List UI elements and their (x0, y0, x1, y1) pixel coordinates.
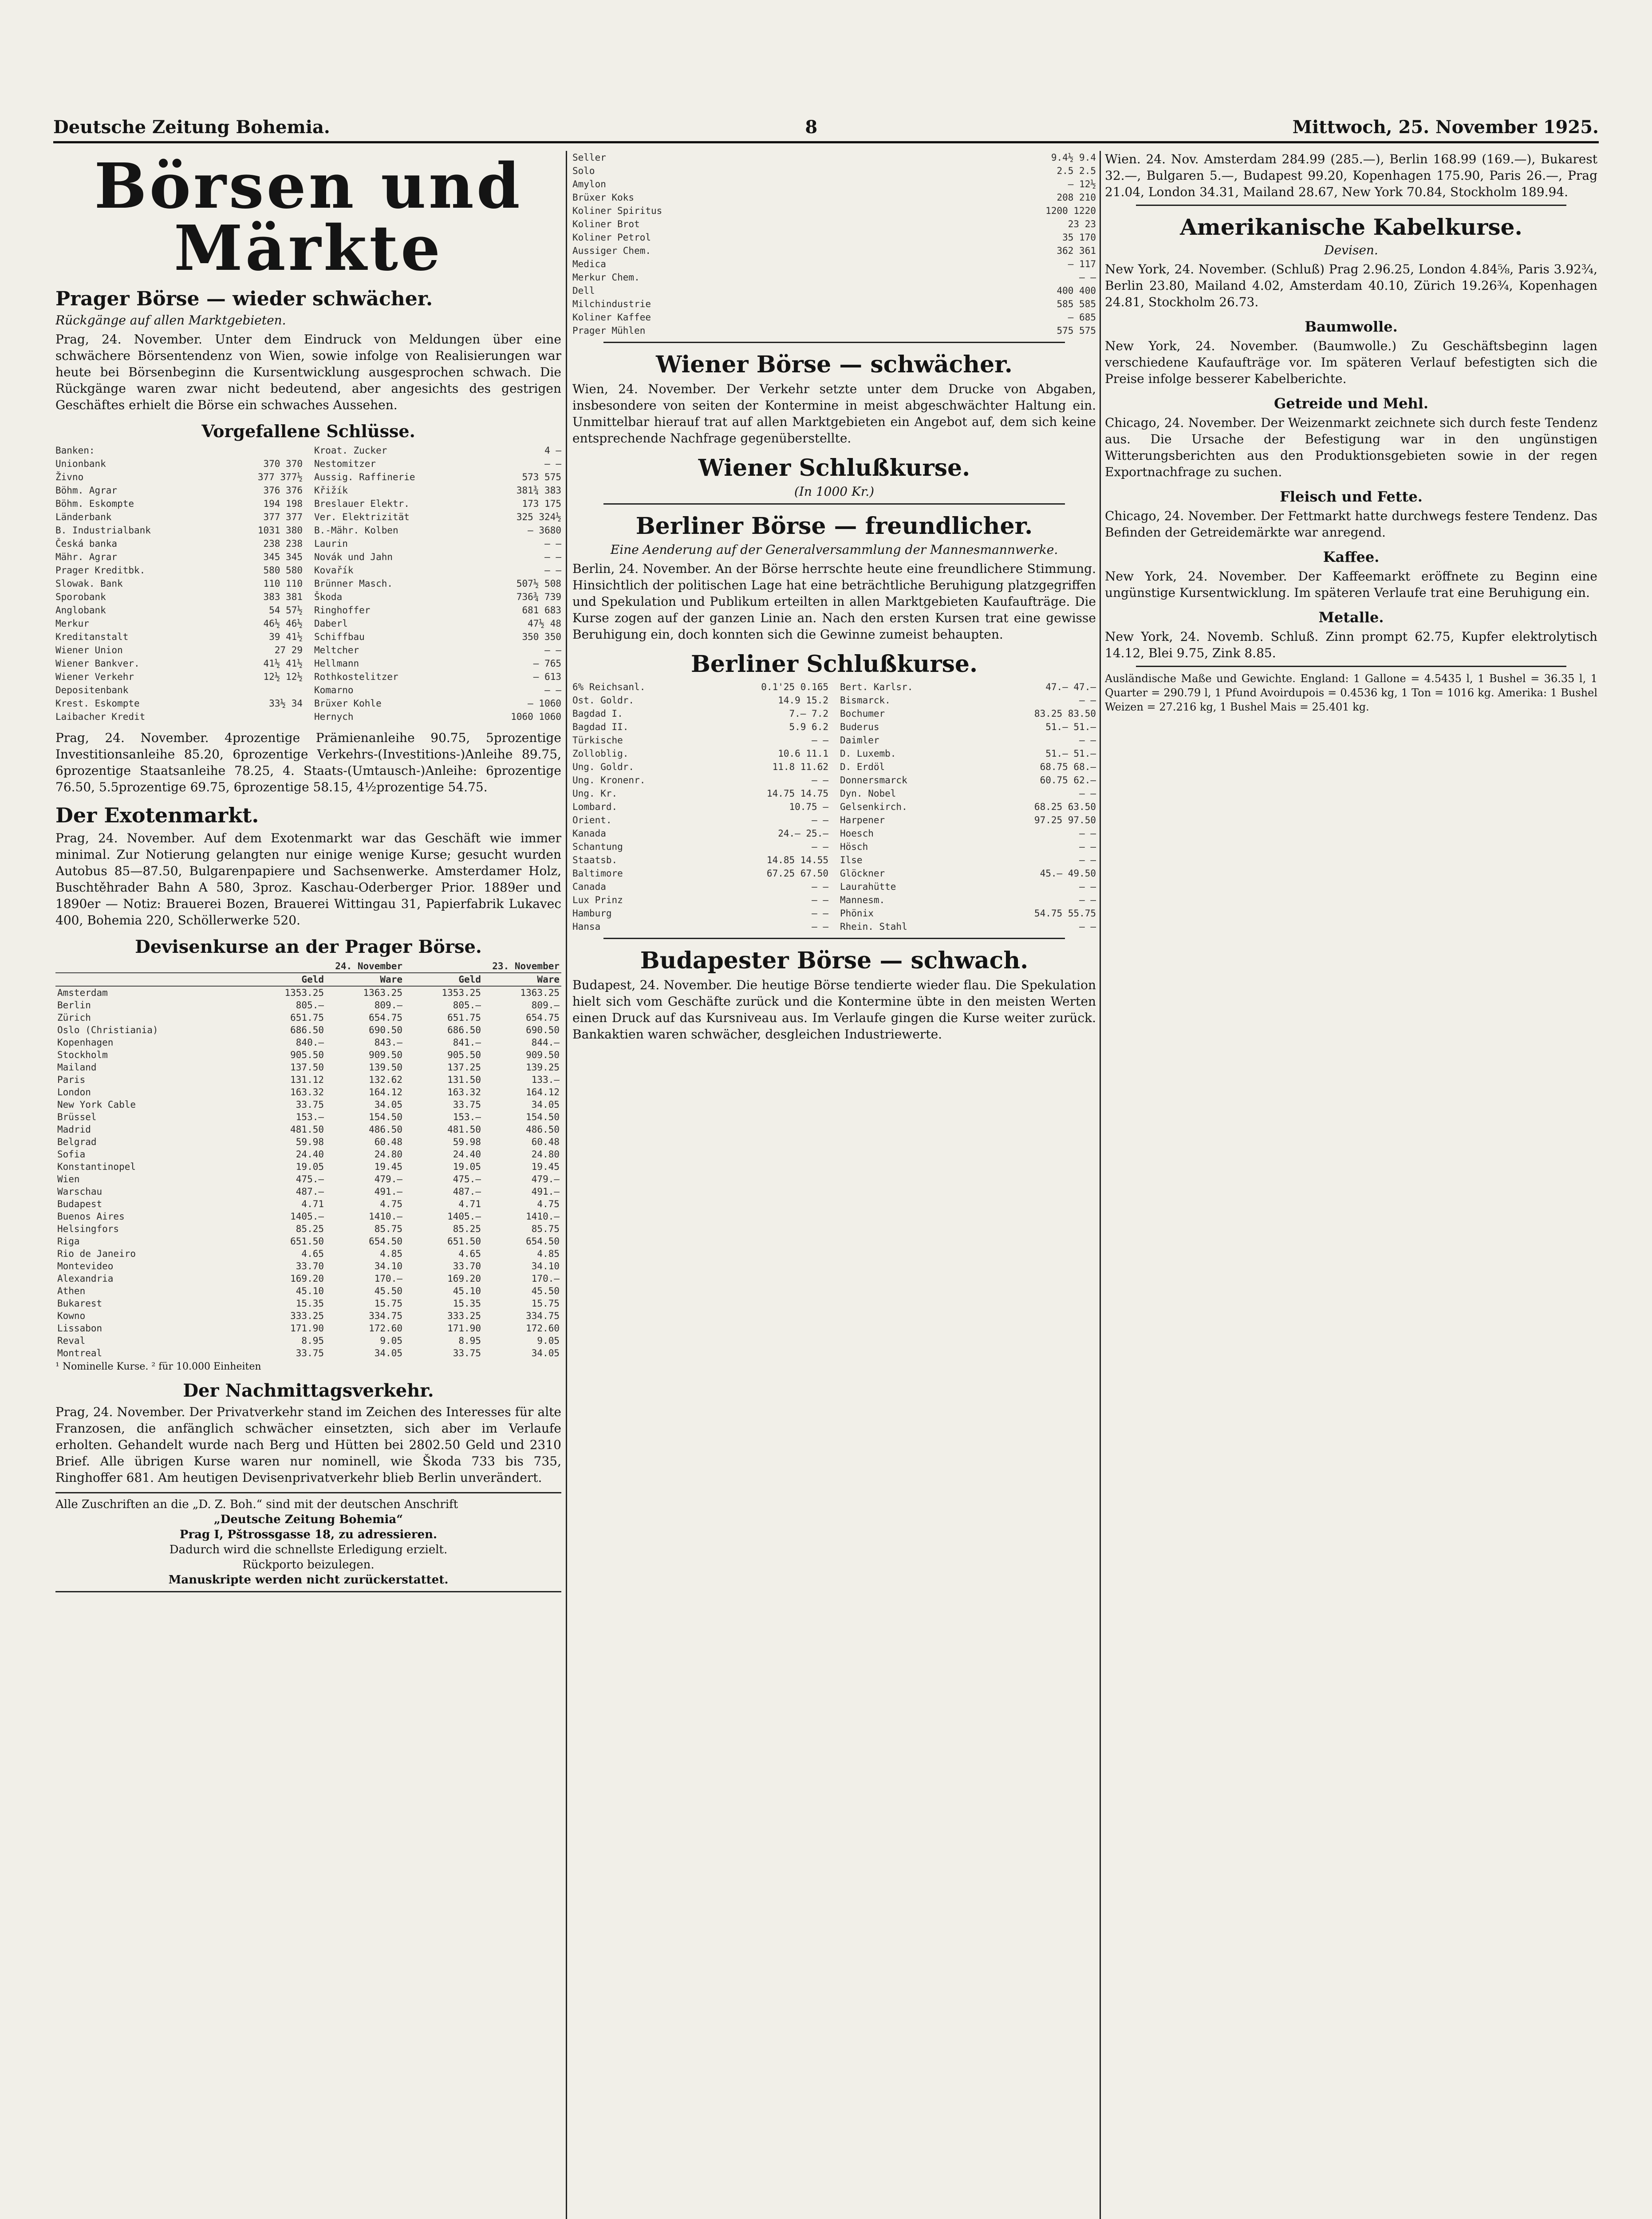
schluss-row: Ringhoffer 681 683 (314, 605, 561, 616)
schluss-row: B.-Mähr. Kolben — 3680 (314, 525, 561, 536)
berlin-row: Zolloblig. 10.6 11.1 (572, 748, 828, 759)
amerika-text: New York, 24. November. (Schluß) Prag 2.96.25, London 4.84⅝, Paris 3.92¾, Berlin 23.80, Mailand 4.02, Amsterdam 40.10, Zürich 19.26¾, Kopenhagen 24.81, Stockholm 26.73. (1105, 262, 1597, 309)
devisen-row: Helsingfors 85.25 85.75 85.25 85.75 (57, 1224, 560, 1234)
berlin-row: Hösch — — (840, 841, 1096, 852)
devisen-col (55, 973, 247, 986)
berlin-row: Laurahütte — — (840, 881, 1096, 892)
schluss-row: Prager Kreditbk. 580 580 (55, 565, 303, 576)
devisen-row: Brüssel 153.— 154.50 153.— 154.50 (57, 1112, 560, 1122)
berliner-schluss-table (572, 680, 1096, 933)
schluss-row: Amylon — 12½ (572, 179, 1096, 190)
berlin-row: Bochumer 83.25 83.50 (840, 708, 1096, 719)
devisen-table (55, 960, 561, 1359)
schluss-row: Brüxer Koks 208 210 (572, 192, 1096, 203)
fleisch-text: Chicago, 24. November. Der Fettmarkt hatte durchwegs festere Tendenz. Das Befinden der Getreidemärkte war anregend. (1105, 509, 1597, 540)
berliner-schluss-right (840, 680, 1096, 933)
divider (1136, 205, 1566, 206)
devisen-row: Berlin 805.— 809.— 805.— 809.— (57, 1000, 560, 1011)
berlin-row: Ung. Kr. 14.75 14.75 (572, 788, 828, 799)
berlin-row: Mannesm. — — (840, 895, 1096, 905)
berlin-row: Ost. Goldr. 14.9 15.2 (572, 695, 828, 706)
berlin-row: Baltimore 67.25 67.50 (572, 868, 828, 879)
masse-text: Ausländische Maße und Gewichte. England: 1 Gallone = 4.5435 l, 1 Bushel = 36.35 l, 1 Quarter = 290.79 l, 1 Pfund Avoirdupois = 0.4536 kg, 1 Ton = 1016 kg. Amerika: 1 Bushel Weizen = 27.216 kg, 1 Bushel Mais = 25.401 kg. (1105, 672, 1597, 713)
schluss-row: Brüxer Kohle — 1060 (314, 698, 561, 709)
berlin-subline: Eine Aenderung auf der Generalversammlung der Mannesmannwerke. (610, 542, 1058, 557)
schluss-row: Rothkostelitzer — 613 (314, 671, 561, 682)
schluss-row: Breslauer Elektr. 173 175 (314, 498, 561, 509)
schluss-row: Křižík 381¾ 383 (314, 485, 561, 496)
devisen-row: Amsterdam 1353.25 1363.25 1353.25 1363.25 (57, 987, 560, 998)
schluss-row: Komarno — — (314, 685, 561, 695)
paper-name: Deutsche Zeitung Bohemia. (53, 117, 330, 138)
schluss-row: Wiener Verkehr 12½ 12½ (55, 671, 303, 682)
berlin-row: Ung. Goldr. 11.8 11.62 (572, 762, 828, 772)
berlin-row: 6% Reichsanl. 0.1'25 0.165 (572, 682, 828, 692)
schluss-row: Krest. Eskompte 33½ 34 (55, 698, 303, 709)
divider (603, 342, 1065, 343)
schluss-row: Anglobank 54 57½ (55, 605, 303, 616)
schluss-row: Koliner Kaffee — 685 (572, 312, 1096, 323)
berlin-row: Bert. Karlsr. 47.— 47.— (840, 682, 1096, 692)
devisen-date-2: 23. November (404, 960, 561, 973)
berlin-row: Canada — — (572, 881, 828, 892)
notice-line: Dadurch wird die schnellste Erledigung erzielt. (169, 1543, 448, 1556)
schluss-row: Banken: (55, 445, 95, 456)
notice-line: Manuskripte werden nicht zurückerstattet. (168, 1573, 449, 1587)
devisen-date-row (55, 960, 561, 973)
devisen-row: Stockholm 905.50 909.50 905.50 909.50 (57, 1050, 560, 1060)
devisen-row: Budapest 4.71 4.75 4.71 4.75 (57, 1199, 560, 1209)
devisen-headline: Devisenkurse an der Prager Börse. (135, 936, 482, 957)
prague-headline: Prager Börse — wieder schwächer. (55, 288, 433, 310)
fleisch-headline: Fleisch und Fette. (1280, 488, 1423, 505)
notice-box (55, 1492, 561, 1592)
berlin-row: Bismarck. — — (840, 695, 1096, 706)
budapest-text: Budapest, 24. November. Die heutige Börse tendierte wieder flau. Die Spekulation hielt sich vom Geschäfte zurück und die Kontermine übte in den meisten Werten einen Druck auf das Kursniveau aus. Im Verlaufe gingen die Kurse weiter zurück. Bankaktien waren schwächer, desgleichen Industriewerte. (572, 978, 1096, 1042)
devisen-row: Madrid 481.50 486.50 481.50 486.50 (57, 1124, 560, 1135)
schluss-row: Koliner Petrol 35 170 (572, 232, 1096, 243)
schluss-row: Hellmann — 765 (314, 658, 561, 669)
berliner-schluss-headline: Berliner Schlußkurse. (690, 651, 978, 678)
berlin-row: Lux Prinz — — (572, 895, 828, 905)
schluss-row: Daberl 47½ 48 (314, 618, 561, 629)
devisen-row: Sofia 24.40 24.80 24.40 24.80 (57, 1149, 560, 1160)
devisen-row: Kopenhagen 840.— 843.— 841.— 844.— (57, 1037, 560, 1048)
berlin-row: Buderus 51.— 51.— (840, 722, 1096, 732)
devisen-row: Buenos Aires 1405.— 1410.— 1405.— 1410.— (57, 1211, 560, 1222)
schluss-row: Hernych 1060 1060 (314, 711, 561, 722)
devisen-header-row (55, 973, 561, 986)
devisen-row: Zürich 651.75 654.75 651.75 654.75 (57, 1012, 560, 1023)
berlin-row: Daimler — — (840, 735, 1096, 746)
issue-date: Mittwoch, 25. November 1925. (1292, 117, 1599, 138)
divider (1136, 666, 1566, 667)
schluss-row: Schiffbau 350 350 (314, 632, 561, 642)
berlin-row: Dyn. Nobel — — (840, 788, 1096, 799)
masthead (53, 107, 1599, 138)
devisen-row: London 163.32 164.12 163.32 164.12 (57, 1087, 560, 1098)
berlin-row: Glöckner 45.— 49.50 (840, 868, 1096, 879)
metalle-text: New York, 24. Novemb. Schluß. Zinn prompt 62.75, Kupfer elektrolytisch 14.12, Blei 9.75, Zink 8.85. (1105, 629, 1597, 660)
kaffee-text: New York, 24. November. Der Kaffeemarkt eröffnete zu Beginn eine ungünstige Kursentwicklung. Im späteren Verlaufe trat eine Beruhigung ein. (1105, 569, 1597, 600)
notice-line: Prag I, Pštrossgasse 18, zu adressieren. (179, 1528, 438, 1541)
schluss-row: Ver. Elektrizität 325 324½ (314, 512, 561, 522)
berlin-headline: Berliner Börse — freundlicher. (635, 513, 1033, 540)
kaffee-headline: Kaffee. (1323, 549, 1380, 565)
divider (603, 938, 1065, 939)
berliner-schluss-left (572, 680, 828, 933)
devisen-col: Ware (326, 973, 404, 986)
devisen-row: Rio de Janeiro 4.65 4.85 4.65 4.85 (57, 1248, 560, 1259)
schluss-row: Škoda 736¾ 739 (314, 592, 561, 602)
wien-schluss-unit: (In 1000 Kr.) (794, 484, 875, 499)
schluss-row: Länderbank 377 377 (55, 512, 303, 522)
schluss-row: Prager Mühlen 575 575 (572, 325, 1096, 336)
schluss-row: Aussiger Chem. 362 361 (572, 245, 1096, 256)
amerika-headline: Amerikanische Kabelkurse. (1180, 214, 1522, 240)
berlin-row: Bagdad II. 5.9 6.2 (572, 722, 828, 732)
schluss-row: Aussig. Raffinerie 573 575 (314, 472, 561, 482)
metalle-headline: Metalle. (1318, 609, 1384, 626)
schluss-row: Česká banka 238 238 (55, 538, 303, 549)
prague-intro: Prag, 24. November. Unter dem Eindruck von Meldungen über eine schwächere Börsentendenz von Wien, sowie infolge von Realisierungen war heute bei Börsenbeginn die Kursentwicklung ausgesprochen schwach. Die Rückgänge waren zwar nicht bedeutend, aber angesichts des gestrigen Geschäftes erhielt die Börse ein schwaches Aussehen. (55, 332, 561, 412)
column-divider (566, 151, 567, 2219)
nachmittag-text: Prag, 24. November. Der Privatverkehr stand im Zeichen des Interesses für alte Franzosen, die anfänglich schwächer einsetzten, sich aber im Verlaufe erholten. Gehandelt wurde nach Berg und Hütten bei 2802.50 Geld und 2310 Brief. Alle übrigen Kurse waren nur nominell, wie Škoda 733 bis 735, Ringhoffer 681. Am heutigen Devisenprivatverkehr blieb Berlin unverändert. (55, 1405, 561, 1485)
nachmittag-headline: Der Nachmittagsverkehr. (183, 1380, 434, 1401)
berlin-row: Ilse — — (840, 855, 1096, 865)
schluss-row: Kreditanstalt 39 41½ (55, 632, 303, 642)
wien-devisen-text: Wien. 24. Nov. Amsterdam 284.99 (285.—), Berlin 168.99 (169.—), Bukarest 32.—, Bulgaren 5.—, Budapest 99.20, Kopenhagen 175.90, Paris 26.—, Prag 21.04, London 34.31, Mailand 28.67, New York 70.84, Stockholm 189.94. (1105, 152, 1597, 199)
berlin-row: Schantung — — (572, 841, 828, 852)
berlin-row: Bagdad I. 7.— 7.2 (572, 708, 828, 719)
devisen-row: Belgrad 59.98 60.48 59.98 60.48 (57, 1137, 560, 1147)
schluesse-right (314, 444, 561, 723)
schluss-row: Merkur Chem. — — (572, 272, 1096, 283)
budapest-headline: Budapester Börse — schwach. (640, 947, 1029, 974)
berlin-row: Hoesch — — (840, 828, 1096, 839)
schluss-row: Novák und Jahn — — (314, 552, 561, 562)
getreide-headline: Getreide und Mehl. (1273, 395, 1429, 412)
getreide-text: Chicago, 24. November. Der Weizenmarkt zeichnete sich durch feste Tendenz aus. Die Ursache der Befestigung war in den ungünstigen Witterungsberichten aus den Produktionsgebieten sowie in der regen Exportnachfrage zu suchen. (1105, 415, 1597, 479)
schluss-row: Wiener Bankver. 41½ 41½ (55, 658, 303, 669)
schluesse-title: Vorgefallene Schlüsse. (201, 421, 415, 441)
exoten-headline: Der Exotenmarkt. (55, 803, 259, 827)
devisen-row: Konstantinopel 19.05 19.45 19.05 19.45 (57, 1161, 560, 1172)
berlin-row: Orient. — — (572, 815, 828, 825)
schluss-row: Koliner Brot 23 23 (572, 219, 1096, 229)
berlin-row: Türkische — — (572, 735, 828, 746)
devisen-date-1: 24. November (247, 960, 404, 973)
baumwolle-headline: Baumwolle. (1305, 318, 1398, 335)
devisen-footnote: ¹ Nominelle Kurse. ² für 10.000 Einheiten (55, 1361, 261, 1372)
devisen-row: Mailand 137.50 139.50 137.25 139.25 (57, 1062, 560, 1073)
schluesse-left (55, 444, 303, 723)
divider (603, 503, 1065, 505)
berlin-row: Hamburg — — (572, 908, 828, 919)
schluss-row: Kovařík — — (314, 565, 561, 576)
column-left (55, 151, 561, 2219)
schluss-row: Koliner Spiritus 1200 1220 (572, 205, 1096, 216)
devisen-row: New York Cable 33.75 34.05 33.75 34.05 (57, 1099, 560, 1110)
devisen-row: Alexandria 169.20 170.— 169.20 170.— (57, 1273, 560, 1284)
devisen-row: Athen 45.10 45.50 45.10 45.50 (57, 1286, 560, 1296)
devisen-col: Geld (404, 973, 483, 986)
berlin-text: Berlin, 24. November. An der Börse herrschte heute eine freundlichere Stimmung. Hinsichtlich der politischen Lage hat eine beträchtliche Beruhigung platzgegriffen und Spekulation und Publikum erteilten in allen Marktgebieten Kaufaufträge. Die Kurse zogen auf der ganzen Linie an. Nach den ersten Kursen trat eine gewisse Beruhigung ein, doch konnten sich die Gewinne zumeist behaupten. (572, 561, 1096, 642)
devisen-row: Warschau 487.— 491.— 487.— 491.— (57, 1186, 560, 1197)
prague-subline: Rückgänge auf allen Marktgebieten. (55, 313, 286, 328)
schluss-row: Meltcher — — (314, 645, 561, 655)
schluss-row: Milchindustrie 585 585 (572, 299, 1096, 309)
page-number: 8 (805, 117, 818, 138)
schluss-row: Mähr. Agrar 345 345 (55, 552, 303, 562)
wien-text: Wien, 24. November. Der Verkehr setzte unter dem Drucke von Abgaben, insbesondere von seiten der Kontermine in meist abgeschwächter Haltung ein. Unmittelbar hierauf trat auf allen Marktgebieten ein Angebot auf, dem sich keine entsprechende Nachfrage gegenüberstellte. (572, 382, 1096, 446)
berlin-row: Staatsb. 14.85 14.55 (572, 855, 828, 865)
berlin-row: Ung. Kronenr. — — (572, 775, 828, 786)
devisen-col: Ware (483, 973, 561, 986)
schluss-row: Sporobank 383 381 (55, 592, 303, 602)
schluss-row: Depositenbank (55, 685, 129, 695)
schluss-row: Brünner Masch. 507½ 508 (314, 578, 561, 589)
devisen-row: Paris 131.12 132.62 131.50 133.— (57, 1074, 560, 1085)
schluss-row: Nestomitzer — — (314, 458, 561, 469)
devisen-col: Geld (247, 973, 326, 986)
berlin-row: Kanada 24.— 25.— (572, 828, 828, 839)
baumwolle-text: New York, 24. November. (Baumwolle.) Zu Geschäftsbeginn lagen verschiedene Kaufaufträge vor. Im späteren Verlauf befestigten sich die Preise infolge besserer Kabelberichte. (1105, 339, 1597, 386)
notice-line: Alle Zuschriften an die „D. Z. Boh.“ sind mit der deutschen Anschrift (55, 1498, 458, 1511)
berlin-row: Gelsenkirch. 68.25 63.50 (840, 802, 1096, 812)
wien-headline: Wiener Börse — schwächer. (656, 351, 1013, 378)
amerika-subline: Devisen. (1324, 243, 1378, 257)
schluss-row: Wiener Union 27 29 (55, 645, 303, 655)
schluss-row: Dell 400 400 (572, 285, 1096, 296)
notice-line: „Deutsche Zeitung Bohemia“ (213, 1513, 403, 1526)
schluesse-table (55, 444, 561, 723)
berlin-row: Donnersmarck 60.75 62.— (840, 775, 1096, 786)
schluss-row: Unionbank 370 370 (55, 458, 303, 469)
masthead-rule (53, 141, 1599, 143)
devisen-row: Oslo (Christiania) 686.50 690.50 686.50 690.50 (57, 1025, 560, 1035)
schluss-row: Laurin — — (314, 538, 561, 549)
berlin-row: Phönix 54.75 55.75 (840, 908, 1096, 919)
schluss-row: Merkur 46½ 46½ (55, 618, 303, 629)
schluss-row: B. Industrialbank 1031 380 (55, 525, 303, 536)
schluss-row: Slowak. Bank 110 110 (55, 578, 303, 589)
devisen-row: Reval 8.95 9.05 8.95 9.05 (57, 1335, 560, 1346)
berlin-row: Hansa — — (572, 921, 828, 932)
schluss-row: Kroat. Zucker 4 — (314, 445, 561, 456)
devisen-row: Lissabon 171.90 172.60 171.90 172.60 (57, 1323, 560, 1334)
devisen-row: Wien 475.— 479.— 475.— 479.— (57, 1174, 560, 1185)
section-title: Börsen und Märkte (94, 151, 523, 285)
schluss-row: Böhm. Agrar 376 376 (55, 485, 303, 496)
notice-line: Rückporto beizulegen. (242, 1558, 375, 1571)
berlin-row: D. Erdöl 68.75 68.— (840, 762, 1096, 772)
berlin-row: D. Luxemb. 51.— 51.— (840, 748, 1096, 759)
anleihen-text: Prag, 24. November. 4prozentige Prämienanleihe 90.75, 5prozentige Investitionsanleihe 85.20, 6prozentige Verkehrs-(Investitions-)Anleihe 89.75, 6prozentige Staatsanleihe 78.25, 4. Staats-(Umtausch-)Anleihe: 6prozentige 76.50, 5.5prozentige 69.75, 6prozentige 58.15, 4½prozentige 54.75. (55, 730, 561, 794)
wien-schluss-headline: Wiener Schlußkurse. (698, 454, 970, 482)
exoten-text: Prag, 24. November. Auf dem Exotenmarkt war das Geschäft wie immer minimal. Zur Notierung gelangten nur einige wenige Kurse; gesucht wurden Autobus 85—87.50, Bulgarenpapiere und Sachsenwerke. Amsterdamer Holz, Buschtěhrader Bahn A 580, 3proz. Kaschau-Oderberger Prior. 1889er und 1890er — Notiz: Brauerei Bozen, Brauerei Wittingau 31, Papierfabrik Lukavec 400, Bohemia 220, Schöllerwerke 520. (55, 831, 561, 928)
berlin-row: Rhein. Stahl — — (840, 921, 1096, 932)
berlin-row: Lombard. 10.75 — (572, 802, 828, 812)
devisen-row: Montreal 33.75 34.05 33.75 34.05 (57, 1348, 560, 1358)
column-right (1105, 151, 1597, 2219)
schluss-row: Živno 377 377½ (55, 472, 303, 482)
schluss-row: Seller 9.4½ 9.4 (572, 152, 1096, 163)
devisen-row: Riga 651.50 654.50 651.50 654.50 (57, 1236, 560, 1247)
chemicals-table (572, 151, 1096, 337)
schluss-row: Medica — 117 (572, 259, 1096, 269)
column-middle (572, 151, 1096, 2219)
devisen-row: Bukarest 15.35 15.75 15.35 15.75 (57, 1298, 560, 1309)
berlin-row: Harpener 97.25 97.50 (840, 815, 1096, 825)
column-divider (1100, 151, 1101, 2219)
schluss-row: Solo 2.5 2.5 (572, 166, 1096, 176)
devisen-row: Kowno 333.25 334.75 333.25 334.75 (57, 1311, 560, 1321)
schluss-row: Böhm. Eskompte 194 198 (55, 498, 303, 509)
schluss-row: Laibacher Kredit (55, 711, 146, 722)
devisen-row: Montevideo 33.70 34.10 33.70 34.10 (57, 1261, 560, 1271)
